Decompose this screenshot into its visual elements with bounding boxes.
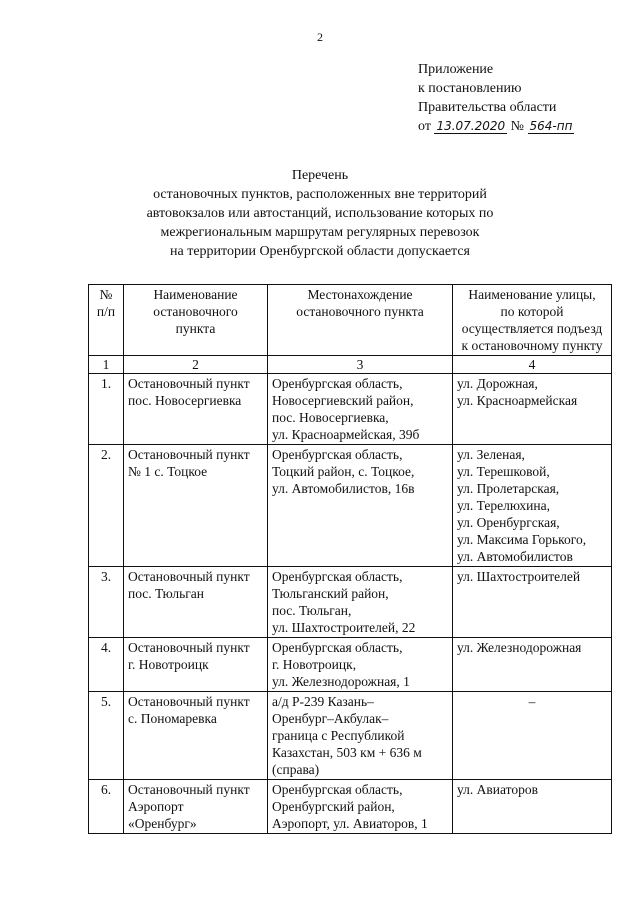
street-line: ул. Терелюхина, <box>457 498 550 513</box>
handwritten-date: 13.07.2020 <box>436 119 506 133</box>
table-row <box>89 638 612 692</box>
name-line: с. Пономаревка <box>128 711 217 726</box>
cell-name <box>124 638 268 692</box>
cell-location <box>268 567 453 638</box>
location-line: ул. Шахтостроителей, 22 <box>272 620 416 635</box>
location-line: Оренбургская область, <box>272 447 403 462</box>
location-line: Оренбургская область, <box>272 569 403 584</box>
location-line: Оренбургская область, <box>272 376 403 391</box>
header-text-line: Наименование улицы, <box>468 287 596 302</box>
column-number: 3 <box>268 356 453 374</box>
name-line: Остановочный пункт <box>128 569 250 584</box>
title-line-1: остановочных пунктов, расположенных вне территорий <box>153 187 487 202</box>
name-line: Остановочный пункт <box>128 640 250 655</box>
appendix-block <box>418 60 574 136</box>
name-line: пос. Тюльган <box>128 586 205 601</box>
location-line: Казахстан, 503 км + 636 м <box>272 745 422 760</box>
header-text-line: по которой <box>500 304 564 319</box>
table-row <box>89 692 612 780</box>
cell-street <box>453 567 612 638</box>
location-line: пос. Новосергиевка, <box>272 410 389 425</box>
name-line: Аэропорт <box>128 799 184 814</box>
cell-no: 6. <box>89 780 124 834</box>
from-label: от <box>418 119 431 134</box>
handwritten-number: 564-пп <box>529 119 573 133</box>
street-line: ул. Автомобилистов <box>457 549 573 564</box>
street-line: ул. Шахтостроителей <box>457 569 581 584</box>
title-line-2: автовокзалов или автостанций, использование которых по <box>146 206 494 221</box>
appendix-signature-line <box>418 117 574 136</box>
cell-street <box>453 692 612 780</box>
header-name <box>124 285 268 356</box>
header-text-line: осуществляется подъезд <box>461 321 603 336</box>
appendix-line-1: Приложение <box>418 62 494 77</box>
street-line: ул. Дорожная, <box>457 376 538 391</box>
location-line: (справа) <box>272 762 320 777</box>
cell-location <box>268 374 453 445</box>
cell-no: 2. <box>89 445 124 567</box>
number-label: № <box>510 119 525 134</box>
location-line: Оренбургская область, <box>272 640 403 655</box>
title-heading: Перечень <box>291 168 349 183</box>
location-line: Оренбургский район, <box>272 799 395 814</box>
appendix-line-2: к постановлению <box>418 81 522 96</box>
street-line: ул. Авиаторов <box>457 782 538 797</box>
cell-name <box>124 567 268 638</box>
name-line: г. Новотроицк <box>128 657 209 672</box>
cell-street <box>453 780 612 834</box>
cell-location <box>268 692 453 780</box>
location-line: пос. Тюльган, <box>272 603 352 618</box>
table-row <box>89 374 612 445</box>
name-line: Остановочный пункт <box>128 694 250 709</box>
table-body <box>89 374 612 834</box>
page-number: 2 <box>317 30 323 44</box>
location-line: граница с Республикой <box>272 728 405 743</box>
street-line: ул. Красноармейская <box>457 393 578 408</box>
cell-no: 5. <box>89 692 124 780</box>
table-row <box>89 445 612 567</box>
location-line: Тюльганский район, <box>272 586 389 601</box>
location-line: Новосергиевский район, <box>272 393 414 408</box>
cell-location <box>268 780 453 834</box>
name-line: пос. Новосергиевка <box>128 393 242 408</box>
street-line: ул. Железнодорожная <box>457 640 582 655</box>
street-line: ул. Пролетарская, <box>457 481 560 496</box>
header-text-line: п/п <box>96 304 116 319</box>
table-header-row <box>89 285 612 356</box>
street-line: ул. Терешковой, <box>457 464 550 479</box>
location-line: а/д Р-239 Казань– <box>272 694 374 709</box>
cell-location <box>268 638 453 692</box>
street-line: ул. Зеленая, <box>457 447 525 462</box>
street-line: ул. Оренбургская, <box>457 515 560 530</box>
location-line: ул. Автомобилистов, 16в <box>272 481 415 496</box>
location-line: Аэропорт, ул. Авиаторов, 1 <box>272 816 428 831</box>
column-number: 4 <box>453 356 612 374</box>
location-line: г. Новотроицк, <box>272 657 357 672</box>
header-text-line: Наименование <box>153 287 238 302</box>
cell-location <box>268 445 453 567</box>
cell-no: 3. <box>89 567 124 638</box>
name-line: «Оренбург» <box>128 816 197 831</box>
appendix-line-3: Правительства области <box>418 100 557 115</box>
cell-no: 1. <box>89 374 124 445</box>
name-line: Остановочный пункт <box>128 376 250 391</box>
location-line: Тоцкий район, с. Тоцкое, <box>272 464 415 479</box>
name-line: Остановочный пункт <box>128 447 250 462</box>
title-line-3: межрегиональным маршрутам регулярных перевозок <box>160 225 480 240</box>
location-line: ул. Красноармейская, 39б <box>272 427 420 442</box>
header-text-line: остановочного пункта <box>296 304 424 319</box>
name-line: № 1 с. Тоцкое <box>128 464 208 479</box>
title-line-4: на территории Оренбургской области допускается <box>170 244 470 259</box>
header-text-line: остановочного <box>153 304 238 319</box>
header-street <box>453 285 612 356</box>
column-number-row <box>89 356 612 374</box>
column-number: 2 <box>124 356 268 374</box>
table-row <box>89 567 612 638</box>
cell-name <box>124 692 268 780</box>
location-line: Оренбургская область, <box>272 782 403 797</box>
cell-name <box>124 374 268 445</box>
header-no <box>89 285 124 356</box>
location-line: Оренбург–Акбулак– <box>272 711 389 726</box>
header-text-line: Местонахождение <box>307 287 413 302</box>
street-line: ул. Максима Горького, <box>457 532 587 547</box>
location-line: ул. Железнодорожная, 1 <box>272 674 410 689</box>
stops-table <box>88 284 612 834</box>
column-number: 1 <box>89 356 124 374</box>
header-location <box>268 285 453 356</box>
document-title <box>100 166 540 261</box>
header-text-line: к остановочному пункту <box>461 338 603 353</box>
cell-street <box>453 638 612 692</box>
table-row <box>89 780 612 834</box>
cell-street <box>453 445 612 567</box>
name-line: Остановочный пункт <box>128 782 250 797</box>
cell-no: 4. <box>89 638 124 692</box>
street-line: – <box>528 694 536 709</box>
cell-name <box>124 780 268 834</box>
header-text-line: № <box>99 287 113 302</box>
cell-name <box>124 445 268 567</box>
cell-street <box>453 374 612 445</box>
header-text-line: пункта <box>175 321 216 336</box>
